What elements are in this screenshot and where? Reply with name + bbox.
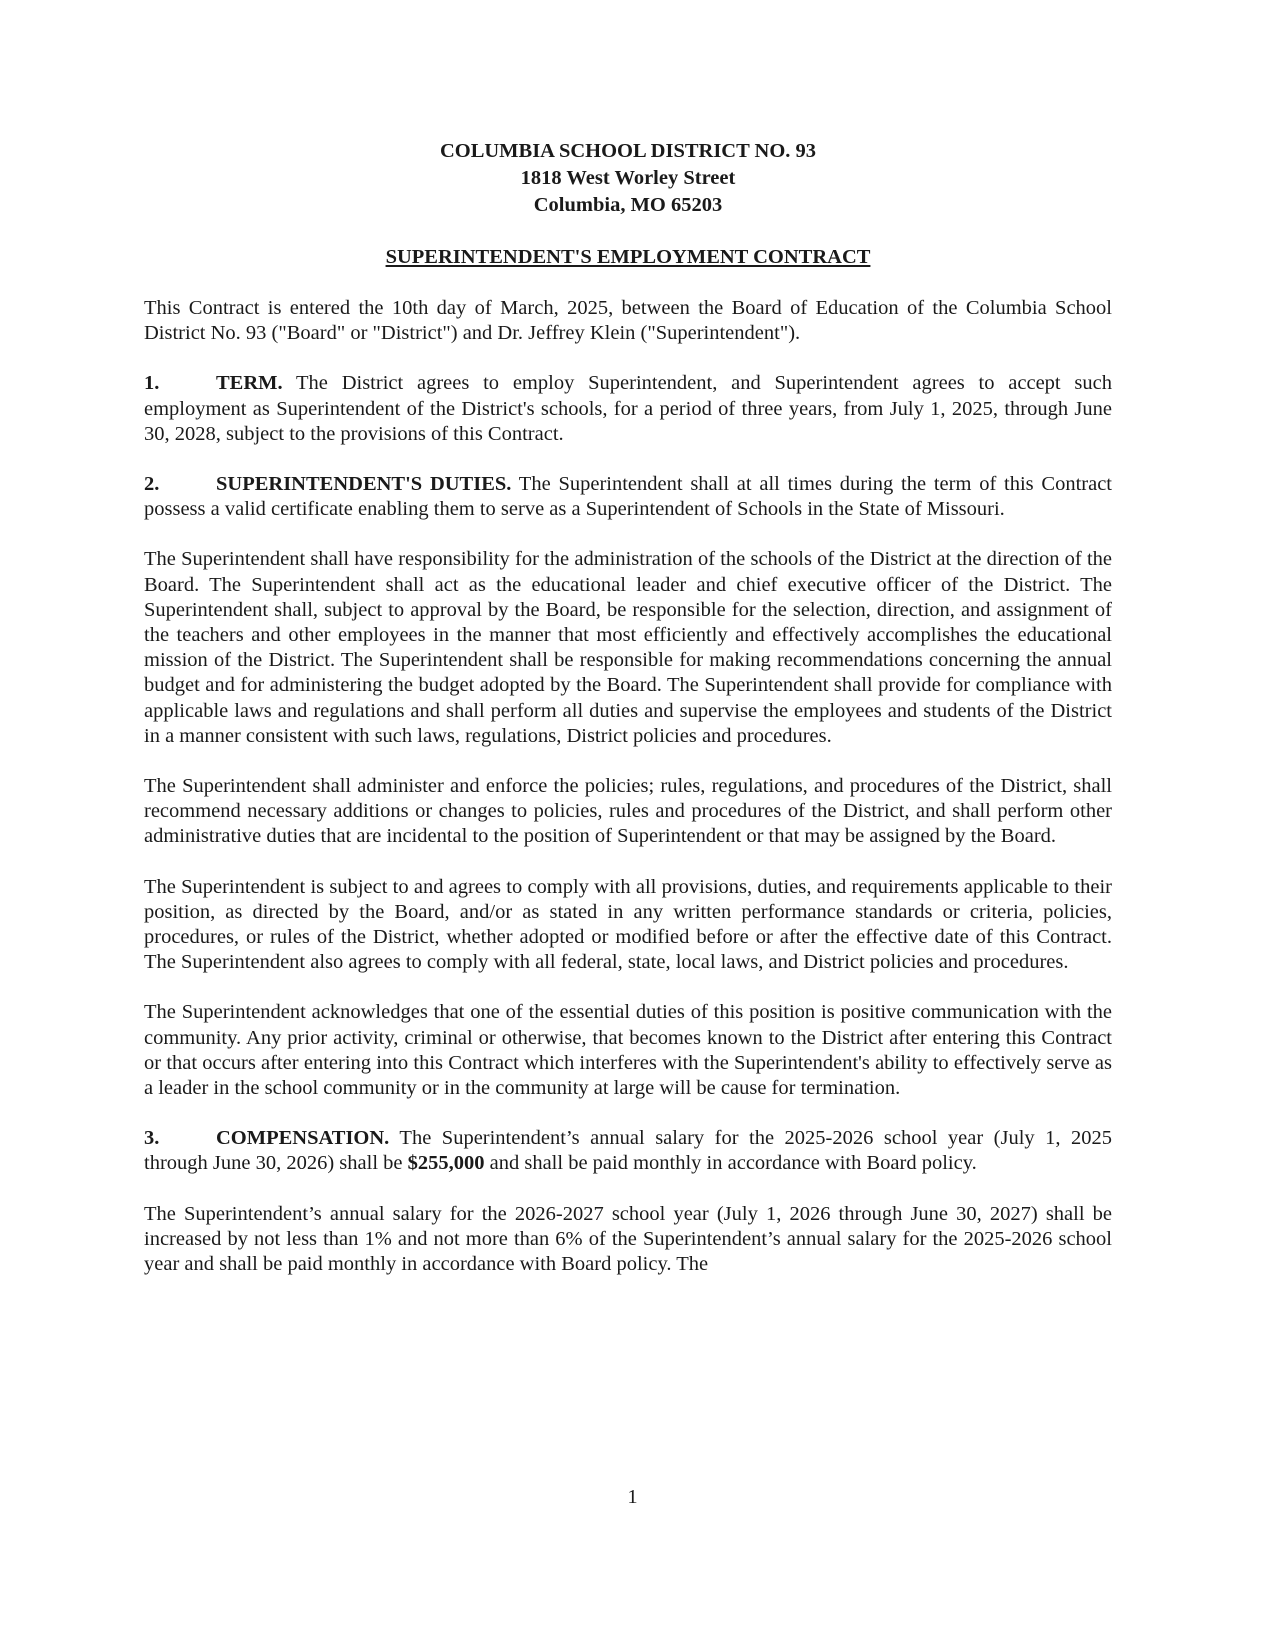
section-number: 1. xyxy=(144,372,160,395)
section-heading: SUPERINTENDENT'S DUTIES. xyxy=(216,473,512,496)
section-text-continued: and shall be paid monthly in accordance with Board policy. xyxy=(484,1152,977,1175)
section-compensation xyxy=(144,1126,1112,1176)
duties-paragraph-5: The Superintendent acknowledges that one of the essential duties of this position is positive communication with the community. Any prior activity, criminal or otherwise, that becomes known to the District after entering this Contract or that occurs after entering into this Contract which interferes with the Superintendent's ability to effectively serve as a leader in the school community or in the community at large will be cause for termination. xyxy=(144,1001,1112,1100)
intro-paragraph: This Contract is entered the 10th day of March, 2025, between the Board of Education of the Columbia School District No. 93 ("Board" or "District") and Dr. Jeffrey Klein ("Superintendent"). xyxy=(144,297,1112,345)
section-text: The Superintendent’s annual salary for the 2025-2026 school year (July 1, 2025 through June 30, 2026) shall be xyxy=(144,1127,1112,1175)
duties-paragraph-3: The Superintendent shall administer and enforce the policies; rules, regulations, and procedures of the District, shall recommend necessary additions or changes to policies, rules and procedures of the District, and shall perform other administrative duties that are incidental to the position of Superintendent or that may be assigned by the Board. xyxy=(144,775,1112,848)
document-title: SUPERINTENDENT'S EMPLOYMENT CONTRACT xyxy=(385,246,871,268)
section-heading: TERM. xyxy=(216,372,283,395)
section-number: 3. xyxy=(144,1127,160,1150)
section-heading: COMPENSATION. xyxy=(216,1127,390,1150)
district-street: 1818 West Worley Street xyxy=(520,167,736,189)
salary-amount: $255,000 xyxy=(407,1152,485,1175)
document-page xyxy=(144,138,1112,1277)
district-name: COLUMBIA SCHOOL DISTRICT NO. 93 xyxy=(439,140,817,162)
duties-paragraph-4: The Superintendent is subject to and agrees to comply with all provisions, duties, and requirements applicable to their position, as directed by the Board, and/or as stated in any written performance standards or criteria, policies, procedures, or rules of the District, whether adopted or modified before or after the effective date of this Contract. The Superintendent also agrees to comply with all federal, state, local laws, and District policies and procedures. xyxy=(144,875,1112,974)
section-duties xyxy=(144,472,1112,522)
district-city: Columbia, MO 65203 xyxy=(533,194,723,216)
section-text: The District agrees to employ Superintendent, and Superintendent agrees to accept such employment as Superintendent of the District's schools, for a period of three years, from July 1, 2025, through June 30, 2028, subject to the provisions of this Contract. xyxy=(144,372,1112,445)
duties-paragraph-2: The Superintendent shall have responsibility for the administration of the schools of the District at the direction of the Board. The Superintendent shall act as the educational leader and chief executive officer of the District. The Superintendent shall, subject to approval by the Board, be responsible for the selection, direction, and assignment of the teachers and other employees in the manner that most efficiently and effectively accomplishes the educational mission of the District. The Superintendent shall be responsible for making recommendations concerning the annual budget and for administering the budget adopted by the Board. The Superintendent shall provide for compliance with applicable laws and regulations and shall perform all duties and supervise the employees and students of the District in a manner consistent with such laws, regulations, District policies and procedures. xyxy=(144,548,1112,747)
compensation-paragraph-2: The Superintendent’s annual salary for the 2026-2027 school year (July 1, 2026 through June 30, 2027) shall be increased by not less than 1% and not more than 6% of the Superintendent’s annual salary for the 2025-2026 school year and shall be paid monthly in accordance with Board policy. The xyxy=(144,1202,1112,1276)
section-term xyxy=(144,371,1112,447)
section-number: 2. xyxy=(144,473,160,496)
section-text: The Superintendent shall at all times during the term of this Contract possess a valid certificate enabling them to serve as a Superintendent of Schools in the State of Missouri. xyxy=(144,473,1112,521)
letterhead xyxy=(144,138,1112,219)
page-number: 1 xyxy=(627,1486,638,1508)
